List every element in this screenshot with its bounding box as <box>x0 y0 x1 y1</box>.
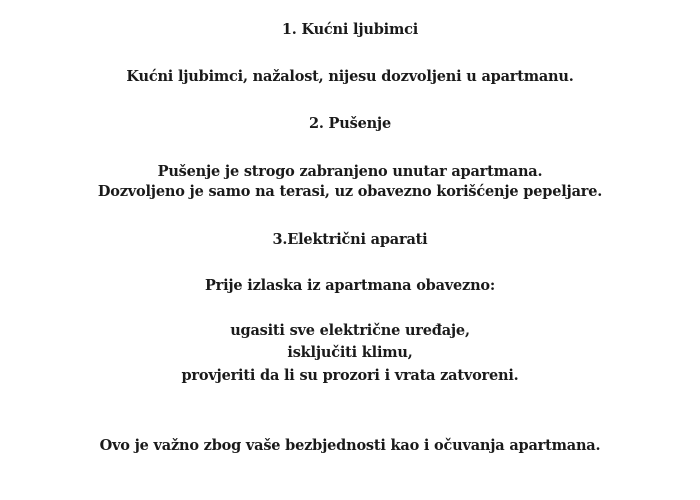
closing-note: Ovo je važno zbog vaše bezbjednosti kao i očuvanja apartmana. <box>99 437 601 454</box>
electrical-intro-text: Prije izlaska iz apartmana obavezno: <box>204 277 496 294</box>
smoking-rule-text-1: Pušenje je strogo zabranjeno unutar apartmana. <box>157 163 543 180</box>
section-heading-pets: 1. Kućni ljubimci <box>281 21 419 38</box>
electrical-list-item: isključiti klimu, <box>287 344 413 361</box>
electrical-list-item: provjeriti da li su prozori i vrata zatvoreni. <box>181 367 519 384</box>
smoking-rule-text-2: Dozvoljeno je samo na terasi, uz obavezno korišćenje pepeljare. <box>97 183 603 200</box>
section-heading-smoking: 2. Pušenje <box>308 115 392 132</box>
section-heading-electrical: 3.Električni aparati <box>272 231 428 248</box>
electrical-list-item: ugasiti sve električne uređaje, <box>230 322 470 339</box>
pets-rule-text: Kućni ljubimci, nažalost, nijesu dozvoljeni u apartmanu. <box>126 68 574 85</box>
